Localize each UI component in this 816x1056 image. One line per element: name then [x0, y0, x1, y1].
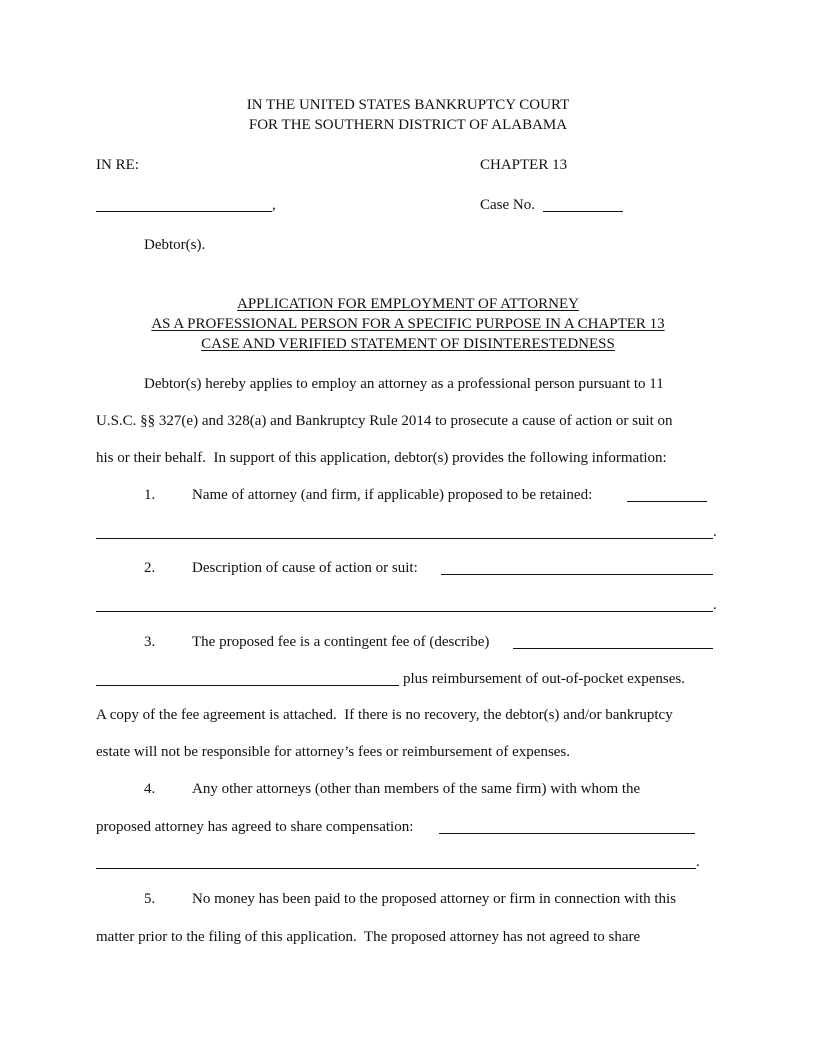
- court-line-2: FOR THE SOUTHERN DISTRICT OF ALABAMA: [248, 117, 568, 133]
- title-line-3: CASE AND VERIFIED STATEMENT OF DISINTERESTEDNESS: [201, 336, 615, 352]
- fee-description-blank-line-2[interactable]: [96, 685, 399, 686]
- item-3-text-1: The proposed fee is a contingent fee of (describe): [192, 634, 490, 650]
- item-4-period: .: [696, 854, 700, 870]
- attorney-name-blank-line-2[interactable]: [96, 538, 713, 539]
- case-no-blank[interactable]: [543, 211, 623, 212]
- item-3-text-3: A copy of the fee agreement is attached. If there is no recovery, the debtor(s) and/or bankruptcy: [96, 707, 673, 723]
- chapter-label: CHAPTER 13: [480, 157, 568, 173]
- item-4-text-2: proposed attorney has agreed to share compensation:: [96, 819, 414, 835]
- item-2-text: Description of cause of action or suit:: [192, 560, 418, 576]
- case-no-label: Case No.: [480, 197, 535, 213]
- title-line-1: APPLICATION FOR EMPLOYMENT OF ATTORNEY: [237, 296, 579, 312]
- intro-line-1: Debtor(s) hereby applies to employ an attorney as a professional person pursuant to 11: [144, 376, 664, 392]
- item-1-text: Name of attorney (and firm, if applicable) proposed to be retained:: [192, 487, 593, 503]
- cause-description-blank-line-2[interactable]: [96, 611, 713, 612]
- debtor-label: Debtor(s).: [144, 237, 206, 253]
- item-5-text-1: No money has been paid to the proposed attorney or firm in connection with this: [192, 891, 677, 907]
- shared-compensation-blank-line-2[interactable]: [96, 868, 696, 869]
- item-3-text-4: estate will not be responsible for attorney’s fees or reimbursement of expenses.: [96, 744, 571, 760]
- item-4-number: 4.: [144, 781, 156, 797]
- attorney-name-blank[interactable]: [627, 501, 707, 502]
- fee-description-blank[interactable]: [513, 648, 713, 649]
- debtor-name-blank[interactable]: [96, 211, 272, 212]
- item-2-number: 2.: [144, 560, 156, 576]
- court-line-1: IN THE UNITED STATES BANKRUPTCY COURT: [246, 97, 570, 113]
- in-re-label: IN RE:: [96, 157, 139, 173]
- intro-line-3: his or their behalf. In support of this application, debtor(s) provides the following information:: [96, 450, 667, 466]
- item-3-number: 3.: [144, 634, 156, 650]
- item-5-number: 5.: [144, 891, 156, 907]
- title-line-2: AS A PROFESSIONAL PERSON FOR A SPECIFIC PURPOSE IN A CHAPTER 13: [151, 316, 665, 332]
- intro-line-2: U.S.C. §§ 327(e) and 328(a) and Bankruptcy Rule 2014 to prosecute a cause of action or suit on: [96, 413, 673, 429]
- item-5-text-2: matter prior to the filing of this application. The proposed attorney has not agreed to share: [96, 929, 641, 945]
- item-4-text-1: Any other attorneys (other than members of the same firm) with whom the: [192, 781, 641, 797]
- item-1-period: .: [713, 524, 717, 540]
- item-1-number: 1.: [144, 487, 156, 503]
- cause-description-blank[interactable]: [441, 574, 713, 575]
- item-2-period: .: [713, 597, 717, 613]
- shared-compensation-blank[interactable]: [439, 833, 695, 834]
- item-3-text-2: plus reimbursement of out-of-pocket expenses.: [403, 671, 686, 687]
- debtor-name-comma: ,: [272, 197, 276, 213]
